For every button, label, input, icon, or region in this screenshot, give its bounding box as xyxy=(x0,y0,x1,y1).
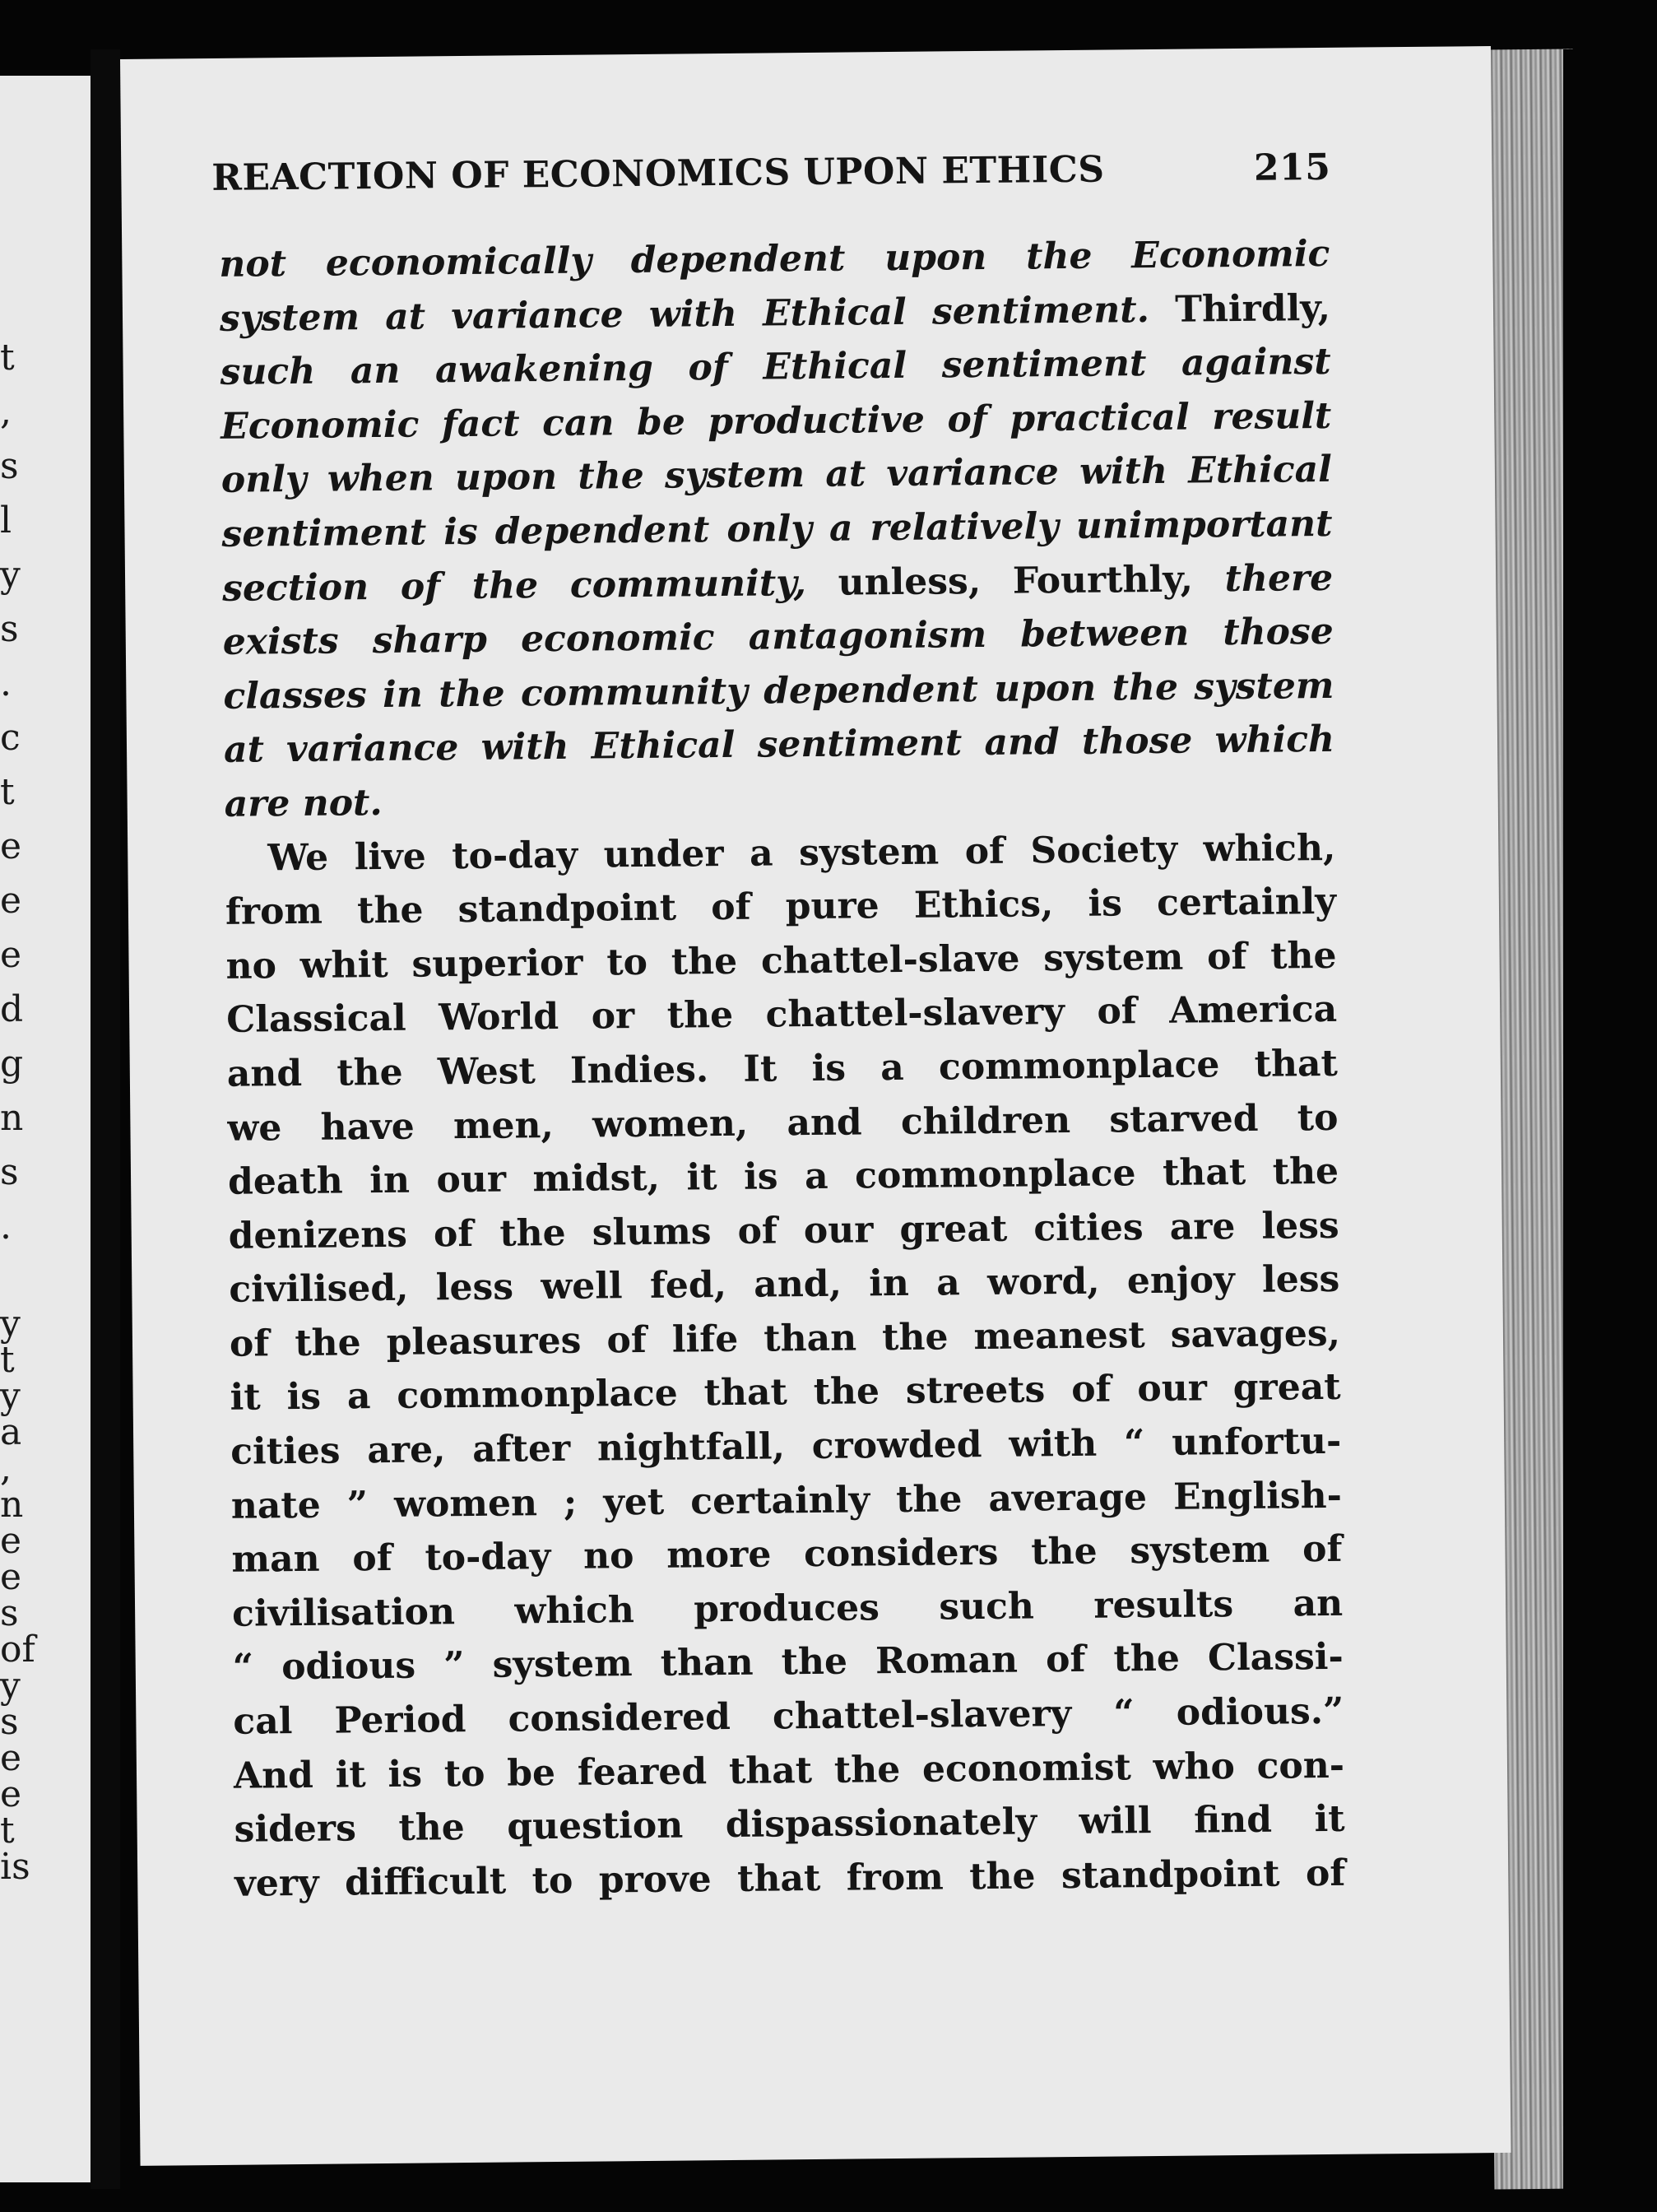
text-segment: classes in the community dependent upon the system xyxy=(223,664,1334,718)
text-line: of the pleasures of life than the meanest savages, xyxy=(229,1312,1341,1365)
text-segment: such an awakening of Ethical sentiment against xyxy=(220,341,1331,394)
left-page-char: , xyxy=(0,1448,12,1489)
text-segment: sentiment is dependent only a relatively unimportant xyxy=(221,502,1333,555)
left-page-char: t xyxy=(0,771,15,813)
text-line: it is a commonplace that the streets of our great xyxy=(230,1366,1341,1420)
text-segment: system at variance with Ethical sentiment. xyxy=(219,288,1150,340)
left-page-char: s xyxy=(0,1701,19,1743)
text-segment: not economically dependent upon the Economic xyxy=(219,232,1330,286)
left-page-char: e xyxy=(0,1520,22,1562)
text-segment: exists sharp economic antagonism between those xyxy=(222,611,1334,663)
text-line: man of to-day no more considers the system of xyxy=(231,1528,1343,1582)
text-segment: Thirdly, xyxy=(1149,286,1331,331)
book-gutter xyxy=(91,49,120,2189)
text-line: Classical World or the chattel-slavery of America xyxy=(225,988,1338,1042)
text-line: death in our midst, it is a commonplace that the xyxy=(227,1150,1339,1203)
left-page-char: s xyxy=(0,608,19,650)
left-page-margin-text xyxy=(0,331,35,1888)
paragraph-2 xyxy=(225,820,1346,1911)
left-page-char: n xyxy=(0,1097,24,1139)
paragraph-1 xyxy=(219,227,1335,831)
text-line: cal Period considered chattel-slavery “ odious.” xyxy=(233,1689,1344,1743)
text-line: and the West Indies. It is a commonplace that xyxy=(226,1042,1339,1095)
text-line: civilised, less well fed, and, in a word, enjoy less xyxy=(229,1258,1340,1312)
left-page-char: e xyxy=(0,1737,22,1779)
text-segment: there xyxy=(1224,556,1334,600)
left-page-char: is xyxy=(0,1846,30,1888)
scan-border xyxy=(1563,49,1657,2212)
left-page-char: y xyxy=(0,1375,21,1417)
page-number: 215 xyxy=(1253,146,1331,189)
left-page-char: t xyxy=(0,1339,15,1381)
left-page-char: e xyxy=(0,825,22,867)
text-line: we have men, women, and children starved to xyxy=(227,1096,1339,1150)
text-line: cities are, after nightfall, crowded with “ unfortu- xyxy=(230,1420,1342,1473)
text-line: And it is to be feared that the economist who con- xyxy=(233,1744,1345,1797)
text-line: very difficult to prove that from the standpoint of xyxy=(234,1852,1346,1905)
left-page-char: s xyxy=(0,1151,19,1193)
text-segment: only when upon the system at variance with Ethical xyxy=(220,448,1333,502)
left-facing-page xyxy=(0,76,91,2182)
left-page-char: t xyxy=(0,337,15,379)
page-header xyxy=(211,146,1331,199)
text-segment: section of the community, xyxy=(221,561,807,610)
left-page-char: of xyxy=(0,1629,35,1671)
left-page-char: d xyxy=(0,988,24,1030)
text-line: denizens of the slums of our great cities are less xyxy=(228,1204,1339,1257)
left-page-char: , xyxy=(0,391,12,433)
text-segment: at variance with Ethical sentiment and those which xyxy=(223,718,1335,772)
left-page-char: y xyxy=(0,554,21,596)
left-page-char: n xyxy=(0,1484,24,1526)
left-page-char: . xyxy=(0,662,12,704)
text-segment: are not. xyxy=(224,781,383,825)
text-segment: Economic fact can be productive of practical result xyxy=(220,394,1332,448)
running-title: REACTION OF ECONOMICS UPON ETHICS xyxy=(211,148,1105,199)
text-line: civilisation which produces such results an xyxy=(231,1582,1344,1635)
text-line: nate ” women ; yet certainly the average English- xyxy=(230,1474,1343,1527)
text-line: siders the question dispassionately will find it xyxy=(234,1798,1345,1851)
text-line: from the standpoint of pure Ethics, is certainly xyxy=(225,880,1337,933)
left-page-char: a xyxy=(0,1411,22,1453)
left-page-char: e xyxy=(0,1556,22,1598)
left-page-char: g xyxy=(0,1043,24,1085)
left-page-char: y xyxy=(0,1303,21,1345)
book-page xyxy=(120,46,1511,2166)
text-line: “ odious ” system than the Roman of the Classi- xyxy=(232,1636,1344,1689)
text-line xyxy=(221,497,1333,562)
left-page-char: t xyxy=(0,1810,15,1852)
page-body xyxy=(219,227,1345,1911)
text-line xyxy=(224,713,1335,778)
text-line: no whit superior to the chattel-slave system of the xyxy=(225,934,1337,988)
left-page-char: s xyxy=(0,445,19,487)
left-page-char: y xyxy=(0,1665,21,1707)
left-page-char: e xyxy=(0,1773,22,1815)
left-page-char: e xyxy=(0,880,22,922)
left-page-char: c xyxy=(0,717,21,759)
left-page-char: s xyxy=(0,1592,19,1634)
left-page-char: . xyxy=(0,1206,12,1248)
text-line xyxy=(219,227,1330,292)
left-page-char: l xyxy=(0,500,12,541)
text-segment: unless, Fourthly, xyxy=(805,557,1225,604)
left-page-char: e xyxy=(0,934,22,976)
text-line: We live to-day under a system of Society which, xyxy=(267,826,1336,879)
